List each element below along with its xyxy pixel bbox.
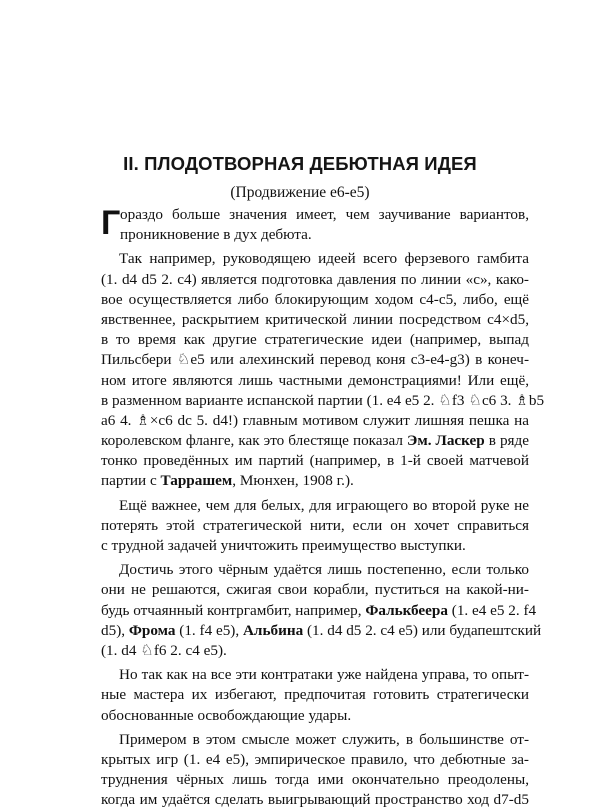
text-line: Ещё важнее, чем для белых, для играющего во второй руке не [119,496,529,514]
text-line: Примером в этом смысле может служить, в большинстве от- [119,730,529,748]
text-line: (1. d4 ♘f6 2. с4 е5). [101,641,227,659]
text-line: в разменном варианте испанской партии (1. е4 е5 2. ♘f3 ♘c6 3. ♗b5 [101,391,545,409]
text-line [101,601,537,621]
name-tarrasch: Таррашем [160,472,233,490]
drop-cap: Г [101,204,121,242]
text-fragment: , Мюнхен, 1908 г.). [232,472,354,490]
text-fragment: королевском фланге, как это блестяще показал [101,432,404,450]
text-fragment: (1. е4 е5 2. f4 [451,601,537,619]
text-line: ные мастера их избегают, предпочитая готовить стратегически [101,686,529,704]
text-line: крытых игр (1. е4 е5), эмпирическое правило, что дебютные за- [101,750,529,768]
text-line: ораздо больше значения имеет, чем заучивание вариантов, [120,206,529,223]
text-line: (1. d4 d5 2. с4) является подготовка давления по линии «с», како- [101,270,529,288]
text-line: с трудной задачей уничтожить преимущество выступки. [101,537,466,554]
text-line: обоснованные освобождающие удары. [101,706,352,724]
name-falkbeer: Фалькбеера [365,601,448,619]
name-albin: Альбина [242,621,304,639]
text-fragment: (1. f4 е5), [179,621,240,639]
text-fragment: (1. d4 d5 2. с4 е5) или будапештский [306,621,542,639]
body-text [101,205,545,810]
text-line: Но так как на все эти контратаки уже найдена управа, то опыт- [119,666,529,684]
text-line [101,621,542,641]
name-lasker: Эм. Ласкер [407,432,485,450]
chapter-subtitle: (Продвижение е6-е5) [230,184,370,201]
chapter-title: II. ПЛОДОТВОРНАЯ ДЕБЮТНАЯ ИДЕЯ [123,153,477,174]
text-line: а6 4. ♗×с6 dc 5. d4!) главным мотивом служит лишняя пешка на [101,411,529,429]
name-from: Фрома [128,621,176,639]
text-line: ном итоге являются лишь частными демонстрациями! Или ещё, [101,371,529,389]
text-line: Так например, руководящею идеей всего ферзевого гамбита [119,250,529,268]
text-line: когда им удаётся сделать выигрывающий пространство ход d7-d5 [101,791,529,809]
text-line [101,471,529,491]
text-fragment: d5), [101,621,126,639]
text-line: Пильсбери ♘e5 или алехинский перевод коня с3-е4-g3) в конеч- [101,351,529,369]
text-line [101,431,529,451]
text-fragment: партии с [101,472,157,490]
text-line: труднения чёрных лишь тогда ими окончательно преодолены, [101,771,529,789]
text-line: в то время как другие стратегические идеи (например, выпад [101,331,529,349]
text-line: тонко проведённых им партий (например, в 1-й своей матчевой [101,452,529,470]
text-line: явственнее, раскрытием критической линии посредством с4×d5, [101,310,529,328]
text-line: проникновение в дух дебюта. [120,226,312,244]
text-fragment: в ряде [488,432,530,450]
text-line: потерять этой стратегической нити, если он хочет справиться [101,516,529,534]
text-line: вое осуществляется либо блокирующим ходом с4-с5, либо, ещё [101,290,529,308]
text-fragment: будь отчаянный контргамбит, например, [101,601,362,619]
text-line: Достичь этого чёрным удаётся лишь постепенно, если только [119,561,529,579]
text-line: они не решаются, сжигая свои корабли, пуститься на какой-ни- [101,581,529,599]
